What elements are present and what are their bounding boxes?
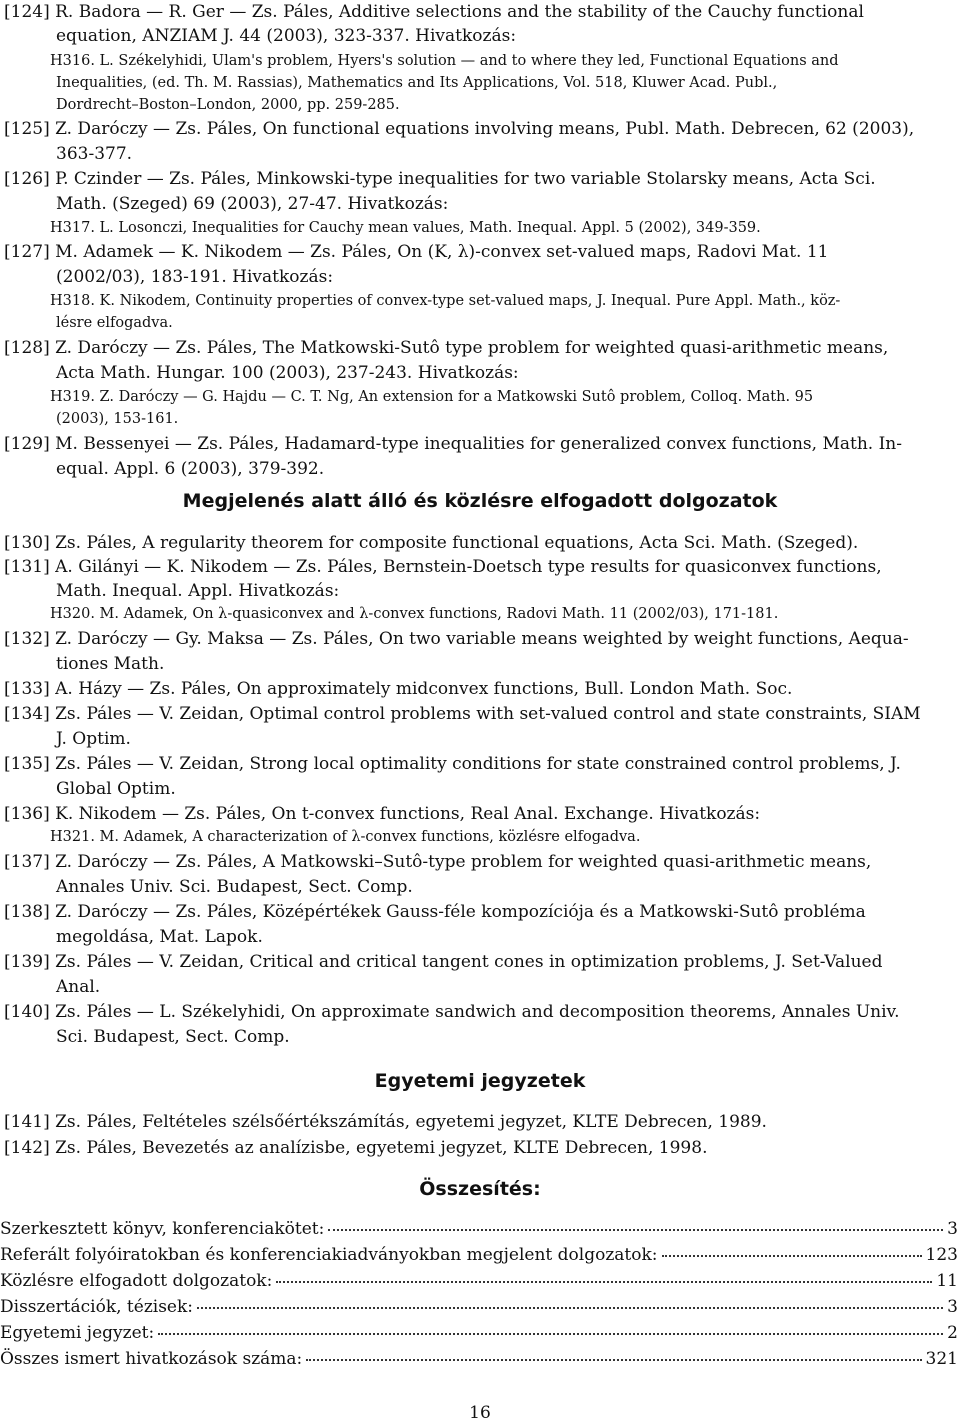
ref-142-line-1: [142] Zs. Páles, Bevezetés az analízisbe, egyetemi jegyzet, KLTE Debrecen, 1998.	[4, 1138, 708, 1158]
summary-label: Disszertációk, tézisek:	[0, 1297, 194, 1317]
cite-h320-line-1: H320. M. Adamek, On λ-quasiconvex and λ-convex functions, Radovi Math. 11 (2002/03), 171-181.	[50, 606, 779, 622]
ref-138-line-1: [138] Z. Daróczy — Zs. Páles, Középértékek Gauss-féle kompozíciója és a Matkowski-Sutô probléma	[4, 902, 866, 922]
dot-leader	[197, 1291, 943, 1309]
summary-value: 2	[947, 1323, 958, 1343]
summary-label: Közlésre elfogadott dolgozatok:	[0, 1271, 273, 1291]
ref-128-line-2: Acta Math. Hungar. 100 (2003), 237-243. Hivatkozás:	[56, 363, 519, 383]
ref-127-line-2: (2002/03), 183-191. Hivatkozás:	[56, 267, 334, 287]
cite-h317-line-1: H317. L. Losonczi, Inequalities for Cauchy mean values, Math. Inequal. Appl. 5 (2002), 349-359.	[50, 220, 761, 236]
ref-135-line-1: [135] Zs. Páles — V. Zeidan, Strong local optimality conditions for state constrained control problems, J.	[4, 754, 901, 774]
ref-137-line-1: [137] Z. Daróczy — Zs. Páles, A Matkowski–Sutô-type problem for weighted quasi-arithmetic means,	[4, 852, 872, 872]
page-number: 16	[469, 1403, 491, 1423]
ref-135-line-2: Global Optim.	[56, 779, 176, 799]
ref-127-line-1: [127] M. Adamek — K. Nikodem — Zs. Páles, On (K, λ)-convex set-valued maps, Radovi Mat. 11	[4, 242, 829, 262]
ref-126-line-1: [126] P. Czinder — Zs. Páles, Minkowski-type inequalities for two variable Stolarsky means, Acta Sci.	[4, 169, 876, 189]
cite-h318-line-2: lésre elfogadva.	[56, 315, 173, 331]
cite-h316-line-1: H316. L. Székelyhidi, Ulam's problem, Hyers's solution — and to where they led, Functional Equations and	[50, 53, 839, 69]
ref-125-line-1: [125] Z. Daróczy — Zs. Páles, On functional equations involving means, Publ. Math. Debrecen, 62 (2003),	[4, 119, 915, 139]
ref-132-line-2: tiones Math.	[56, 654, 165, 674]
ref-138-line-2: megoldása, Mat. Lapok.	[56, 927, 263, 947]
dot-leader	[276, 1265, 932, 1283]
cite-h321-line-1: H321. M. Adamek, A characterization of λ-convex functions, közlésre elfogadva.	[50, 829, 641, 845]
summary-label: Összes ismert hivatkozások száma:	[0, 1349, 303, 1369]
summary-row	[0, 1242, 958, 1266]
ref-134-line-1: [134] Zs. Páles — V. Zeidan, Optimal control problems with set-valued control and state constraints, SIAM	[4, 704, 921, 724]
summary-value: 3	[947, 1297, 958, 1317]
ref-136-line-1: [136] K. Nikodem — Zs. Páles, On t-convex functions, Real Anal. Exchange. Hivatkozás:	[4, 804, 761, 824]
ref-131-line-2: Math. Inequal. Appl. Hivatkozás:	[56, 581, 340, 601]
dot-leader	[662, 1239, 922, 1257]
summary-row	[0, 1216, 958, 1240]
ref-124-line-2: equation, ANZIAM J. 44 (2003), 323-337. Hivatkozás:	[56, 26, 517, 46]
summary-value: 11	[936, 1271, 958, 1291]
ref-133-line-1: [133] A. Házy — Zs. Páles, On approximately midconvex functions, Bull. London Math. Soc.	[4, 679, 793, 699]
summary-row	[0, 1294, 958, 1318]
dot-leader	[158, 1317, 943, 1335]
ref-130-line-1: [130] Zs. Páles, A regularity theorem for composite functional equations, Acta Sci. Math. (Szeged).	[4, 533, 859, 553]
cite-h319-line-1: H319. Z. Daróczy — G. Hajdu — C. T. Ng, An extension for a Matkowski Sutô problem, Colloq. Math. 95	[50, 389, 814, 405]
summary-row	[0, 1320, 958, 1344]
ref-132-line-1: [132] Z. Daróczy — Gy. Maksa — Zs. Páles, On two variable means weighted by weight functions, Aequa-	[4, 629, 909, 649]
summary-row	[0, 1268, 958, 1292]
ref-126-line-2: Math. (Szeged) 69 (2003), 27-47. Hivatkozás:	[56, 194, 449, 214]
summary-label: Referált folyóiratokban és konferenciakiadványokban megjelent dolgozatok:	[0, 1245, 658, 1265]
dot-leader	[328, 1213, 943, 1231]
summary-row	[0, 1346, 958, 1370]
ref-139-line-2: Anal.	[56, 977, 101, 997]
section-heading-accepted: Megjelenés alatt álló és közlésre elfogadott dolgozatok	[182, 490, 778, 512]
summary-value: 3	[947, 1219, 958, 1239]
section-heading-summary: Összesítés:	[419, 1178, 541, 1200]
summary-value: 321	[925, 1349, 958, 1369]
summary-value: 123	[925, 1245, 958, 1265]
ref-140-line-1: [140] Zs. Páles — L. Székelyhidi, On approximate sandwich and decomposition theorems, Annales Univ.	[4, 1002, 900, 1022]
ref-140-line-2: Sci. Budapest, Sect. Comp.	[56, 1027, 290, 1047]
ref-128-line-1: [128] Z. Daróczy — Zs. Páles, The Matkowski-Sutô type problem for weighted quasi-arithmetic means,	[4, 338, 889, 358]
ref-134-line-2: J. Optim.	[56, 729, 131, 749]
dot-leader	[306, 1343, 921, 1361]
ref-141-line-1: [141] Zs. Páles, Feltételes szélsőértékszámítás, egyetemi jegyzet, KLTE Debrecen, 1989.	[4, 1112, 767, 1132]
ref-125-line-2: 363-377.	[56, 144, 133, 164]
cite-h316-line-2: Inequalities, (ed. Th. M. Rassias), Mathematics and Its Applications, Vol. 518, Kluwer Acad. Publ.,	[56, 75, 778, 91]
cite-h316-line-3: Dordrecht–Boston–London, 2000, pp. 259-285.	[56, 97, 400, 113]
ref-124-line-1: [124] R. Badora — R. Ger — Zs. Páles, Additive selections and the stability of the Cauchy functional	[4, 2, 864, 22]
cite-h318-line-1: H318. K. Nikodem, Continuity properties of convex-type set-valued maps, J. Inequal. Pure Appl. Math., köz-	[50, 293, 841, 309]
ref-131-line-1: [131] A. Gilányi — K. Nikodem — Zs. Páles, Bernstein-Doetsch type results for quasiconvex functions,	[4, 557, 882, 577]
section-heading-notes: Egyetemi jegyzetek	[374, 1070, 586, 1092]
summary-label: Egyetemi jegyzet:	[0, 1323, 155, 1343]
ref-129-line-2: equal. Appl. 6 (2003), 379-392.	[56, 459, 325, 479]
summary-label: Szerkesztett könyv, konferenciakötet:	[0, 1219, 325, 1239]
cite-h319-line-2: (2003), 153-161.	[56, 411, 179, 427]
ref-137-line-2: Annales Univ. Sci. Budapest, Sect. Comp.	[56, 877, 413, 897]
ref-139-line-1: [139] Zs. Páles — V. Zeidan, Critical and critical tangent cones in optimization problems, J. Set-Valued	[4, 952, 883, 972]
ref-129-line-1: [129] M. Bessenyei — Zs. Páles, Hadamard-type inequalities for generalized convex functions, Math. In-	[4, 434, 902, 454]
